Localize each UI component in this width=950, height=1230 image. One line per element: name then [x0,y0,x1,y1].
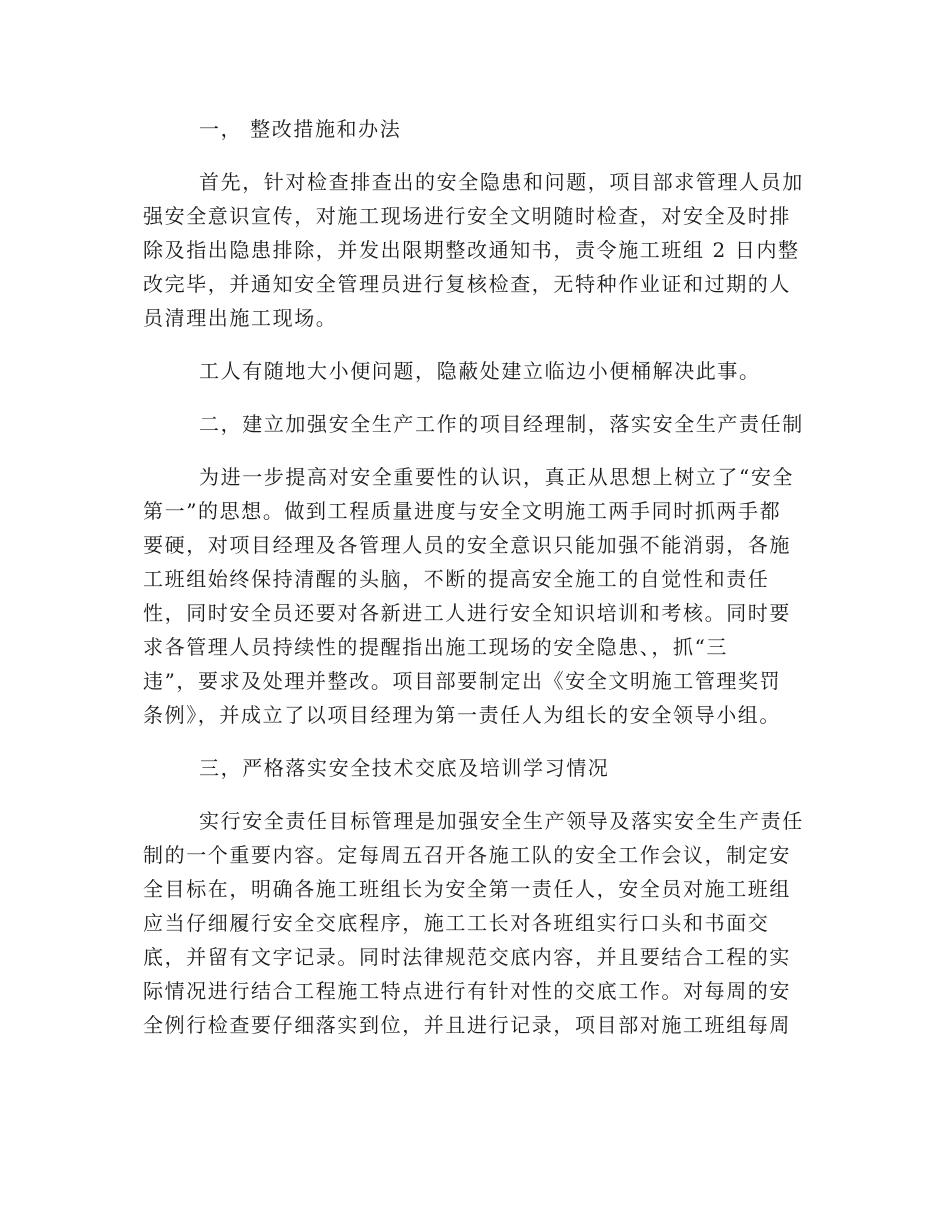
paragraph-gap [143,785,809,804]
paragraph-line: 全目标在，明确各施工班组长为安全第一责任人，安全员对施工班组 [143,877,791,901]
paragraph-1 [143,165,809,335]
paragraph-gap [143,146,809,165]
paragraph-gap [143,335,809,354]
paragraph-line: 底，并留有文字记录。同时法律规范交底内容，并且要结合工程的实 [143,945,791,969]
paragraph-3 [143,460,809,732]
paragraph-line: 工班组始终保持清醒的头脑，不断的提高安全施工的自觉性和责任 [143,567,770,591]
paragraph-line: 应当仔细履行安全交底程序，施工工长对各班组实行口头和书面交 [143,911,770,935]
paragraph-line: 要硬，对项目经理及各管理人员的安全意识只能加强不能消弱，各施 [143,533,791,557]
paragraph-line: 首先，针对检查排查出的安全隐患和问题，项目部求管理人员加 [199,170,804,194]
paragraph-gap [143,441,809,460]
paragraph-line: 员清理出施工现场。 [143,306,338,330]
paragraph-line: 为进一步提高对安全重要性的认识，真正从思想上树立了“安全 [199,465,795,489]
paragraph-gap [143,732,809,751]
document-body [143,112,809,1042]
section-heading-2: 二，建立加强安全生产工作的项目经理制，落实安全生产责任制 [199,412,804,436]
paragraph-2: 工人有随地大小便问题，隐蔽处建立临边小便桶解决此事。 [199,359,761,383]
paragraph-4 [143,804,809,1042]
paragraph-line: 违”，要求及处理并整改。项目部要制定出《安全文明施工管理奖罚 [143,669,782,693]
paragraph-line: 条例》，并成立了以项目经理为第一责任人为组长的安全领导小组。 [143,703,781,727]
paragraph-gap [143,388,809,407]
paragraph-line: 强安全意识宣传，对施工现场进行安全文明随时检查，对安全及时排 [143,204,791,228]
section-heading-1: 一， 整改措施和办法 [199,117,402,141]
section-heading-3: 三，严格落实安全技术交底及培训学习情况 [199,756,610,780]
paragraph-line: 制的一个重要内容。定每周五召开各施工队的安全工作会议，制定安 [143,843,791,867]
paragraph-line: 改完毕，并通知安全管理员进行复核检查，无特种作业证和过期的人 [143,272,791,296]
paragraph-line: 第一”的思想。做到工程质量进度与安全文明施工两手同时抓两手都 [143,499,782,523]
paragraph-line: 际情况进行结合工程施工特点进行有针对性的交底工作。对每周的安 [143,979,791,1003]
paragraph-line: 除及指出隐患排除，并发出限期整改通知书，责令施工班组 2 日内整 [143,238,800,262]
paragraph-line: 全例行检查要仔细落实到位，并且进行记录，项目部对施工班组每周 [143,1013,791,1037]
paragraph-line: 性，同时安全员还要对各新进工人进行安全知识培训和考核。同时要 [143,601,791,625]
paragraph-line: 实行安全责任目标管理是加强安全生产领导及落实安全生产责任 [199,809,804,833]
paragraph-line: 求各管理人员持续性的提醒指出施工现场的安全隐患、，抓“三 [143,635,729,659]
